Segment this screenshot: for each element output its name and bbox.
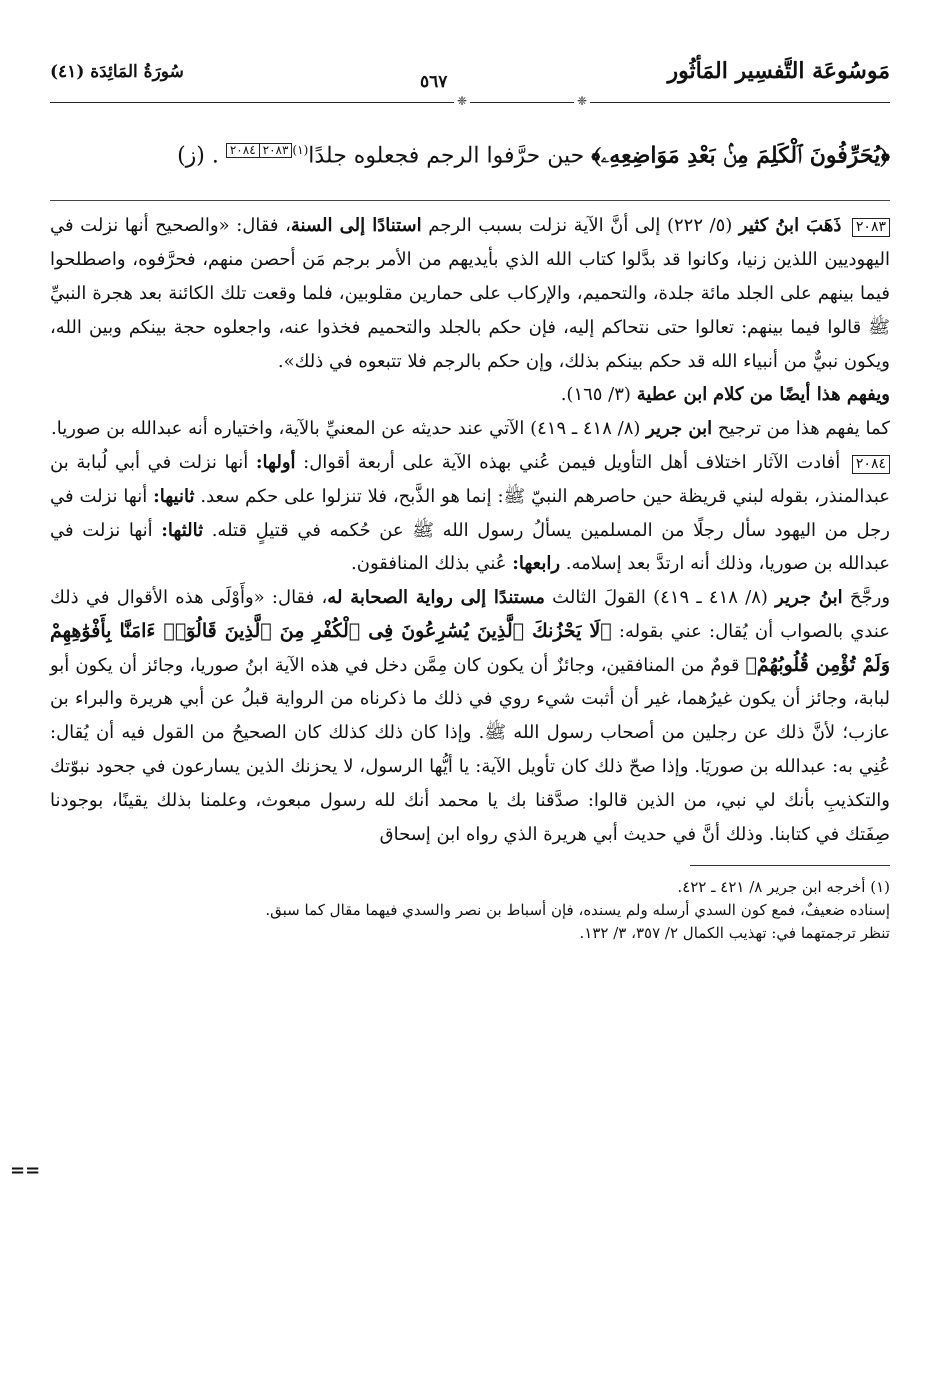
header-rule bbox=[50, 94, 890, 108]
text-bold: ويفهم هذا أيضًا من كلام bbox=[713, 384, 890, 406]
quotation: قومٌ من المنافقين، وجائزٌ أن يكون كان مِمَّن دخل في هذه الآية ابنُ صوريا، وجائز أن يكون أبو لبابة، وجائز أن يكون غيرُهما، غير أن أثبت شيء روي في ذلك ما ذكرناه من الرواية قبلُ عن أبي هريرة والبراء بن عازب؛ لأنَّ ذلك عن رجلين من أصحاب رسول الله ﷺ. وإذا كان ذلك كذلك كان الصحيحُ من القول فيه أن يُقال: عُنِي به: عبدالله بن صوريَا. وإذا صحّ ذلك كان تأويل الآية: يا أيُّها الرسول، لا يحزنك الذين يسارعون في جحود نبوّتك والتكذيبِ بأنك لي نبي، من الذين قالوا: صدَّقنا بك يا محمد أنك لله رسول مبعوث، وعلمنا بذلك يقينًا، بوجودنا صِفَتك في كتابنا. وذلك أنَّ في حديث أبي هريرة الذي رواه ابن إسحاق bbox=[50, 654, 890, 845]
text: ورجَّحَ bbox=[849, 587, 891, 609]
commentary bbox=[50, 209, 890, 851]
surah-label: سُورَةُ المَائِدَة (٤١) bbox=[50, 62, 184, 82]
scholar-name: ابن جرير bbox=[646, 418, 713, 440]
note-number: ٢٠٨٤ bbox=[852, 455, 890, 474]
text: أنها نزلت في عبدالله بن صوريا، وذلك أنه ارتدَّ بعد إسلامه. bbox=[50, 519, 890, 575]
book-title: مَوسُوعَة التَّفسِير المَأثُور bbox=[667, 58, 890, 84]
quotation: «والصحيح أنها نزلت في اليهوديين اللذين زنيا، وكانوا قد بدَّلوا كتاب الله الذي بأيديهم من الأمر برجم مَن أحصن منهم، فحرَّفوه، واصطلحوا فيما بينهم على الجلد مائة جلدة، والتحميم، والإركاب على حمارين مقلوبين، فلما وقعت تلك الكائنة بعد هجرة النبيِّ ﷺ قالوا فيما بينهم: تعالوا حتى نتحاكم إليه، فإن حكم بالجلد والتحميم فخذوا عنه، واجعلوه حجة بينكم وبين الله، ويكون نبيٌّ من أنبياء الله قد حكم بينكم بذلك، وإن حكم بالرجم فلا تتبعوه في ذلك». bbox=[50, 215, 890, 372]
source-code: . (ز) bbox=[177, 143, 219, 169]
text-bold: أولها: bbox=[255, 451, 296, 473]
scholar-name: ابن عطية bbox=[636, 384, 708, 406]
text: ، فقال: bbox=[236, 215, 291, 237]
para-line bbox=[50, 412, 890, 446]
section-divider bbox=[50, 200, 890, 201]
text: أفادت الآثار اختلاف أهل التأويل فيمن عُني بهذه الآية على أربعة أقوال: bbox=[303, 451, 841, 473]
text-bold: رابعها: bbox=[512, 553, 561, 575]
footnote-text: إسناده ضعيفٌ، فمع كون السدي أرسله ولم يسنده، فإن أسباط بن نصر والسدي فيهما مقال كما سبق. bbox=[265, 901, 890, 920]
quotation: «وأَوْلَى هذه الأقوال في ذلك عندي بالصواب أن يُقال: عني بقوله: bbox=[50, 587, 890, 642]
page-number: ٥٦٧ bbox=[420, 72, 448, 92]
verse-gloss: حين حرَّفوا الرجم فجعلوه جلدًا bbox=[308, 143, 585, 169]
footnote-mark: (١) bbox=[292, 143, 309, 157]
text: (٣/ ١٦٥). bbox=[560, 384, 631, 406]
text: عُني بذلك المنافقون. bbox=[351, 553, 507, 575]
text: كما يفهم هذا من ترجيح bbox=[717, 418, 890, 440]
page bbox=[50, 58, 890, 945]
text-bold: ثانيها: bbox=[153, 485, 195, 507]
text: أنها نزلت في أبي لُبابة بن عبدالمنذر، بقوله لبني قريظة حين حاصرهم النبيّ ﷺ: إنما هو الذَّبح، فلا تنزلوا على حكم سعد. bbox=[50, 451, 890, 507]
text: ، فقال: bbox=[271, 587, 328, 609]
footnote-divider bbox=[690, 865, 890, 866]
running-header bbox=[50, 58, 890, 108]
footnote-1: (١) أخرجه ابن جرير ٨/ ٤٢١ ـ ٤٢٢. bbox=[677, 878, 890, 897]
text: (٨/ ٤١٨ ـ ٤١٩) القولَ الثالث bbox=[552, 587, 768, 609]
text: (٥/ ٢٢٢) إلى أنَّ الآية نزلت بسبب الرجم bbox=[428, 215, 733, 237]
ornament-icon: ❈ bbox=[574, 94, 590, 108]
para-2083 bbox=[50, 209, 890, 378]
para-2084 bbox=[50, 446, 890, 581]
continuation-mark: == bbox=[10, 1160, 41, 1181]
para-line bbox=[50, 378, 890, 412]
text: أنها نزلت في رجل من اليهود سأل رجلًا من المسلمين يسألُ رسول الله ﷺ عن حُكمه في قتيلٍ قتله. bbox=[50, 485, 890, 541]
footnotes bbox=[50, 876, 890, 945]
text-bold: ثالثها: bbox=[161, 519, 204, 541]
ref-box-2083: ٢٠٨٣ bbox=[259, 143, 293, 158]
ref-box-2084: ٢٠٨٤ bbox=[226, 143, 259, 158]
ornament-icon: ❈ bbox=[454, 94, 470, 108]
scholar-name: ذَهَبَ ابنُ كثير bbox=[738, 215, 842, 237]
quran-text: ﴿يُحَرِّفُونَ ٱلْكَلِمَ مِنۢ بَعْدِ مَوَاضِعِهِۦ﴾ bbox=[591, 142, 890, 169]
text-bold: استنادًا إلى السنة bbox=[290, 215, 422, 237]
text: (٨/ ٤١٨ ـ ٤١٩) الآتي عند حديثه عن المعنيِّ بالآية، واختياره أنه عبدالله بن صوريا. bbox=[51, 418, 641, 440]
verse-line bbox=[50, 132, 890, 174]
para-tarjih bbox=[50, 581, 890, 851]
quran-text: ﴿لَا يَحْزُنكَ ٱلَّذِينَ يُسَٰرِعُونَ فِى ٱلْكُفْرِ مِنَ ٱلَّذِينَ قَالُوٓا۟ ءَامَنَّا بِأَفْوَٰهِهِمْ وَلَمْ تُؤْمِن قُلُوبُهُمْ﴾ bbox=[50, 619, 890, 676]
text-bold: مستندًا إلى رواية الصحابة له bbox=[327, 587, 545, 609]
note-number: ٢٠٨٣ bbox=[852, 218, 890, 237]
footnote-text: تنظر ترجمتهما في: تهذيب الكمال ٢/ ٣٥٧، ٣/ ١٣٢. bbox=[579, 924, 890, 943]
scholar-name: ابنُ جرير bbox=[775, 587, 843, 609]
